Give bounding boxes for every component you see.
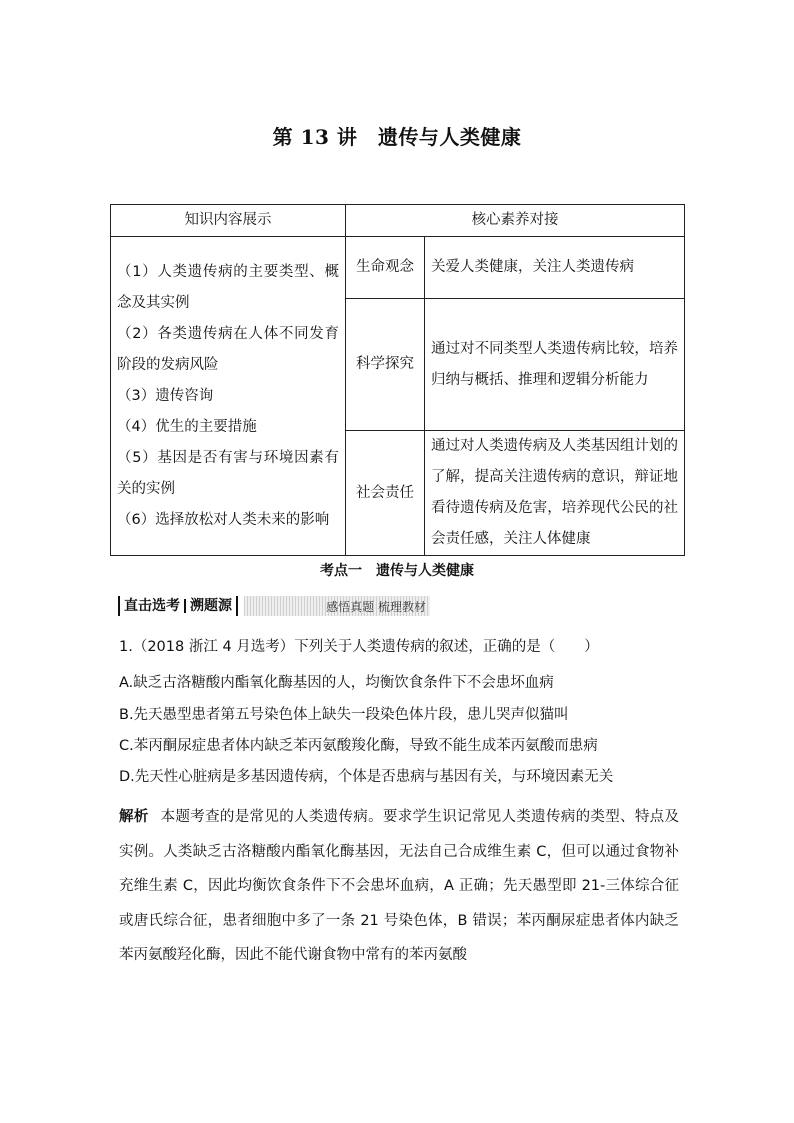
option-d: D.先天性心脏病是多基因遗传病，个体是否患病与基因有关，与环境因素无关 (119, 769, 614, 785)
literacy-category: 生命观念 (346, 237, 425, 299)
literacy-category: 社会责任 (346, 431, 425, 556)
option-c: C.苯丙酮尿症患者体内缺乏苯丙氨酸羧化酶，导致不能生成苯丙氨酸而患病 (119, 738, 598, 754)
knowledge-item: （6）选择放松对人类未来的影响 (117, 511, 330, 528)
table-header-literacy: 核心素养对接 (346, 205, 685, 237)
literacy-content: 关爱人类健康，关注人类遗传病 (425, 237, 685, 299)
section-heading: 考点一 遗传与人类健康 (320, 563, 474, 579)
banner-strip-text: 感悟真题 梳理教材 (326, 599, 426, 614)
knowledge-item: （1）人类遗传病的主要类型、概念及其实例 (117, 263, 339, 311)
knowledge-list (111, 237, 346, 556)
banner-label-b: 溯题源 (190, 598, 232, 614)
table-header-knowledge: 知识内容展示 (111, 205, 346, 237)
option-a: A.缺乏古洛糖酸内酯氧化酶基因的人，均衡饮食条件下不会患坏血病 (119, 675, 554, 691)
banner-label (118, 596, 238, 616)
analysis-tag: 解析 (119, 809, 149, 825)
knowledge-item: （5）基因是否有害与环境因素有关的实例 (117, 449, 339, 497)
objectives-table (110, 204, 685, 556)
banner-strip (244, 596, 430, 616)
literacy-content: 通过对人类遗传病及人类基因组计划的了解，提高关注遗传病的意识，辩证地看待遗传病及危害，培养现代公民的社会责任感，关注人体健康 (425, 431, 685, 556)
question-stem: 1.（2018 浙江 4 月选考）下列关于人类遗传病的叙述，正确的是（ ） (119, 639, 599, 655)
analysis-text: 本题考查的是常见的人类遗传病。要求学生识记常见人类遗传病的类型、特点及实例。人类缺乏古洛糖酸内酯氧化酶基因，无法自己合成维生素 C，但可以通过食物补充维生素 C，因此均衡饮食条件下不会患坏血病，A 正确；先天愚型即 21-三体综合征或唐氏综合征，患者细胞中多了一条 21 号染色体，B 错误；苯丙酮尿症患者体内缺乏苯丙氨酸羟化酶，因此不能代谢食物中常有的苯丙氨酸 (119, 809, 679, 963)
literacy-content: 通过对不同类型人类遗传病比较，培养归纳与概括、推理和逻辑分析能力 (425, 299, 685, 431)
knowledge-item: （2）各类遗传病在人体不同发育阶段的发病风险 (117, 325, 339, 373)
literacy-category: 科学探究 (346, 299, 425, 431)
knowledge-item: （4）优生的主要措施 (117, 418, 257, 435)
page-title: 第 13 讲 遗传与人类健康 (272, 125, 522, 149)
section-banner (118, 595, 430, 617)
analysis-paragraph (119, 800, 679, 973)
banner-divider (184, 599, 186, 613)
option-b: B.先天愚型患者第五号染色体上缺失一段染色体片段，患儿哭声似猫叫 (119, 707, 569, 723)
knowledge-item: （3）遗传咨询 (117, 387, 214, 404)
banner-label-a: 直击选考 (124, 598, 180, 614)
